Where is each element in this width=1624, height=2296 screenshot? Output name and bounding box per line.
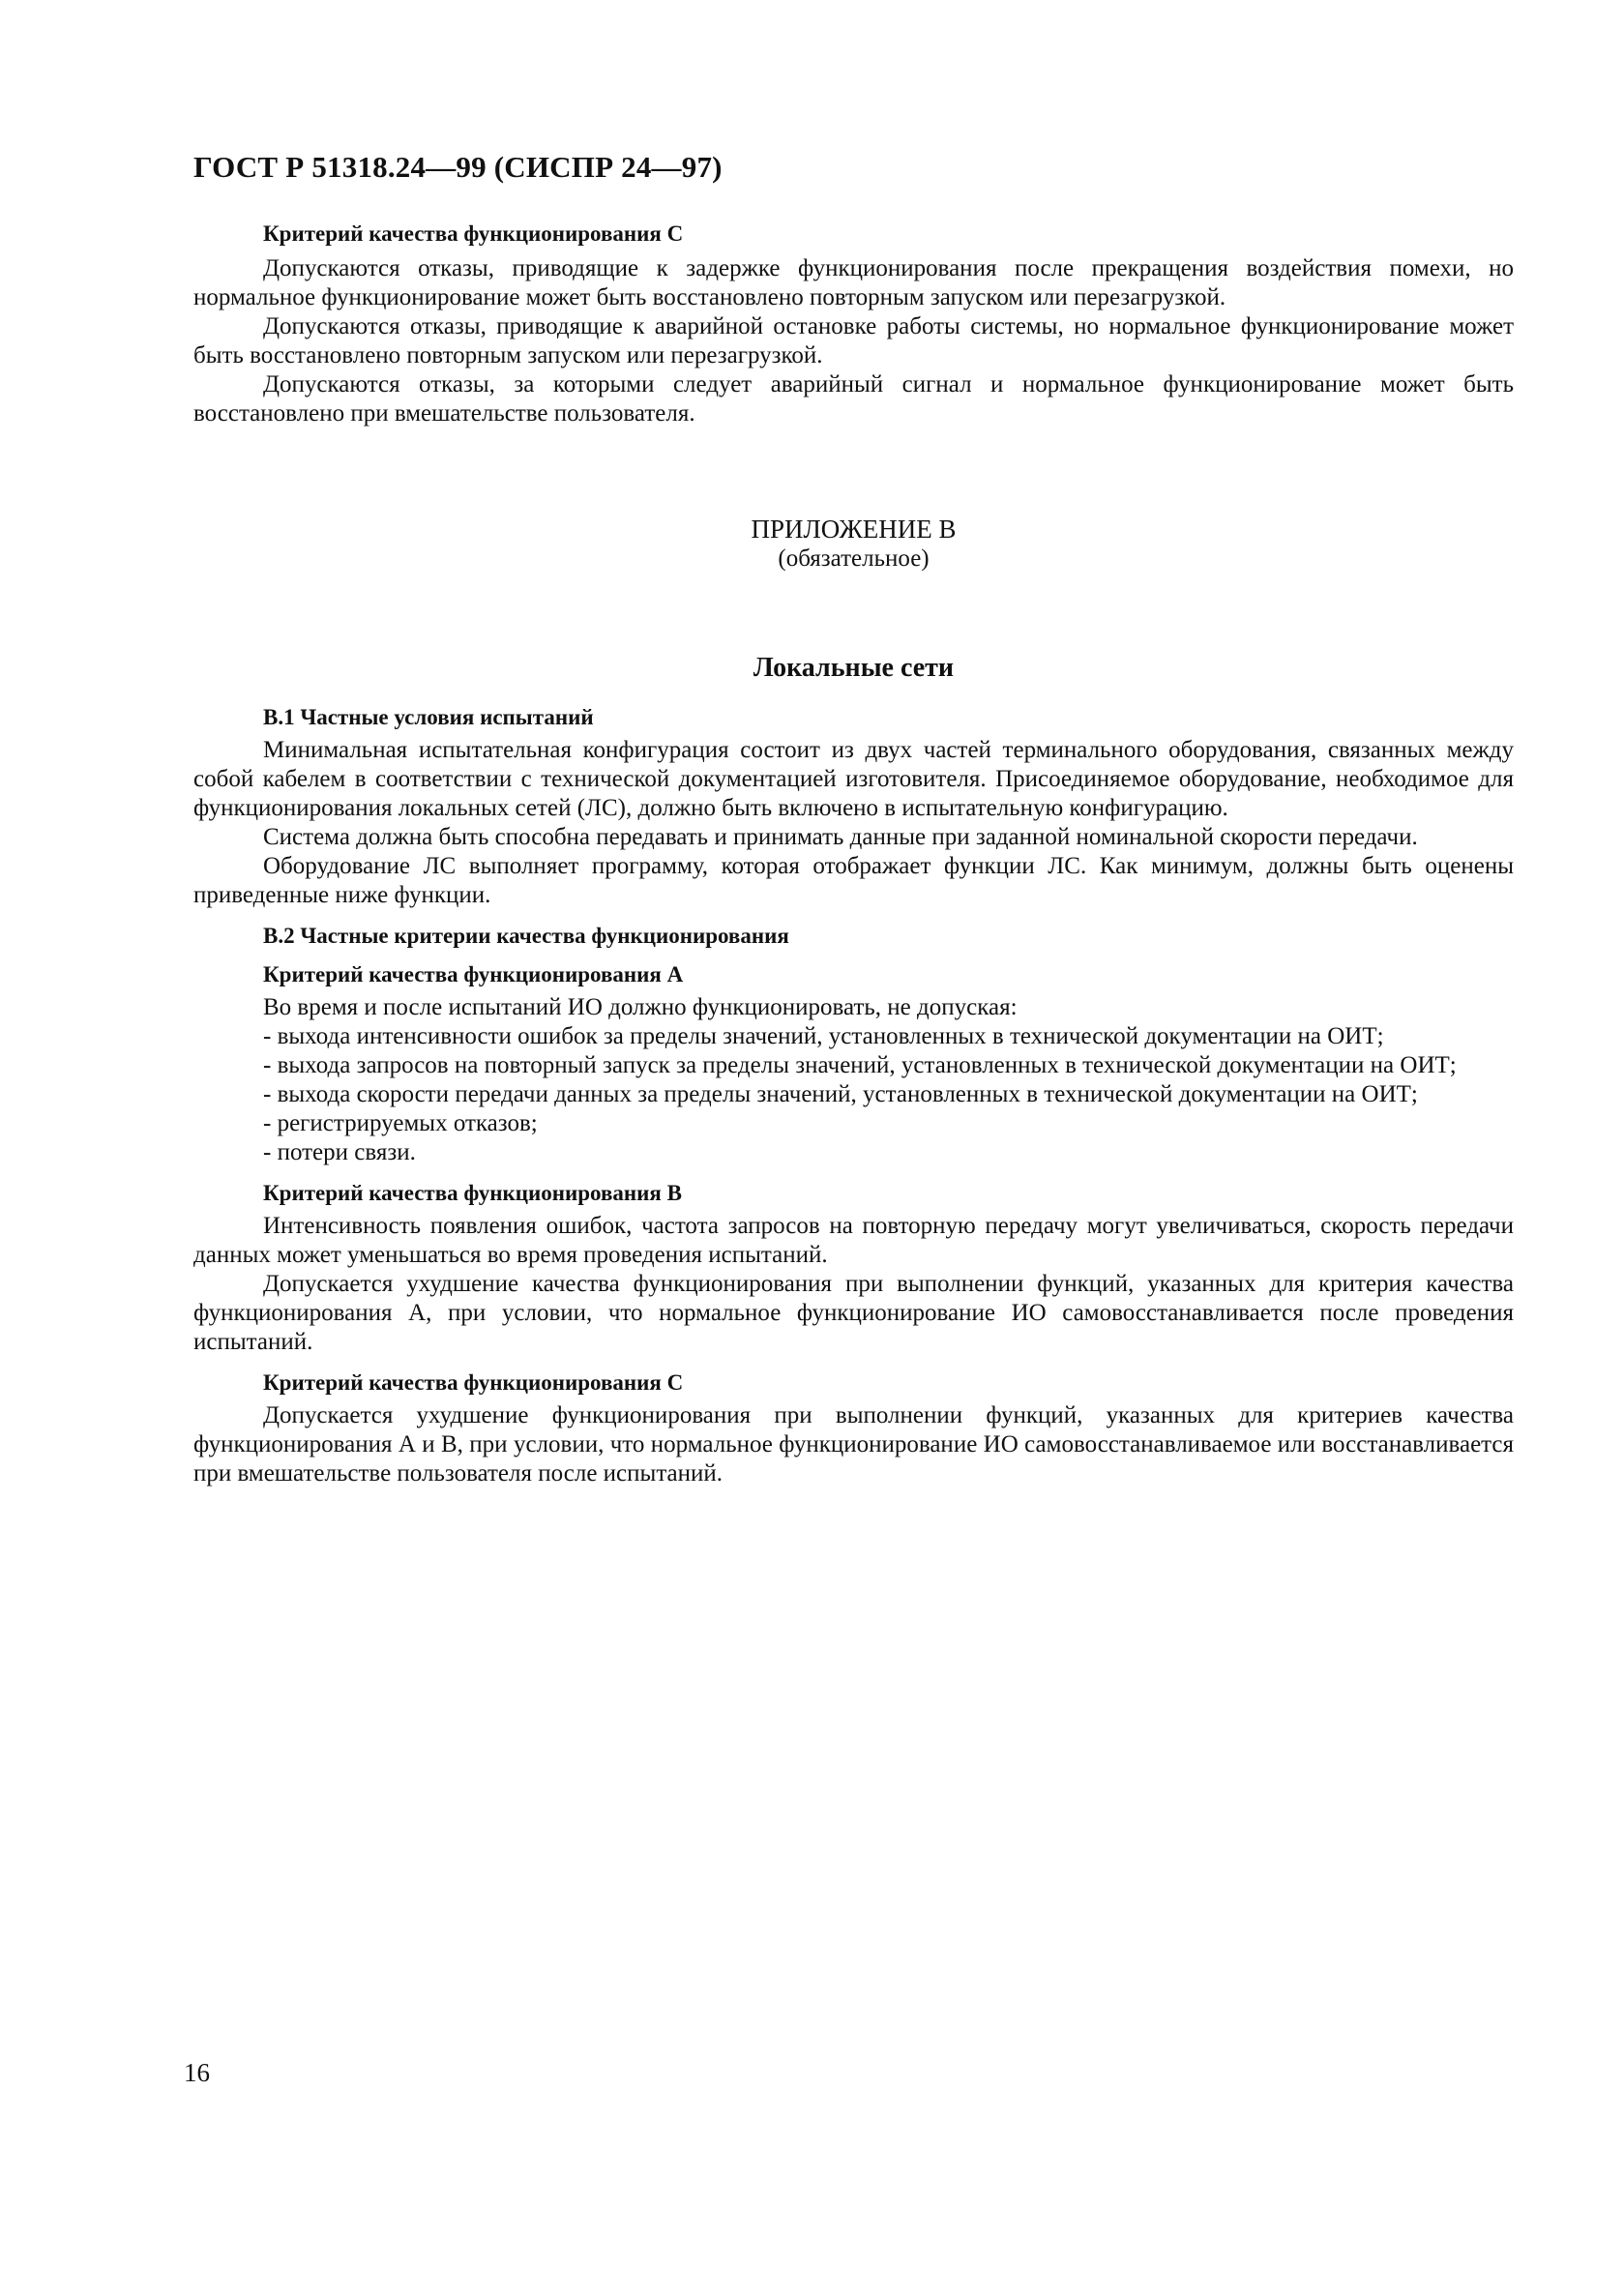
section-b2 — [193, 924, 1514, 1488]
section-title: Локальные сети — [753, 653, 955, 683]
list-item: - регистрируемых отказов; — [263, 1110, 538, 1136]
criterion-a-heading: Критерий качества функционирования А — [263, 962, 684, 986]
criterion-c-heading: Критерий качества функционирования С — [263, 1370, 684, 1395]
paragraph: Минимальная испытательная конфигурация состоит из двух частей терминального оборудования, связанных между собой кабелем в соответствии с технической документацией изготовителя. Присоединяемое оборудование, необходимое для функционирования локальных сетей (ЛС), должно быть включено в испытательную конфигурацию. — [193, 737, 1514, 821]
criterion-b-heading: Критерий качества функционирования В — [263, 1181, 682, 1205]
b1-heading: В.1 Частные условия испытаний — [263, 705, 594, 729]
appendix-heading — [193, 514, 1514, 574]
paragraph: Во время и после испытаний ИО должно функционировать, не допуская: — [263, 994, 1018, 1020]
paragraph: Допускаются отказы, приводящие к задержке функционирования после прекращения воздействия помехи, но нормальное функционирование может быть восстановлено повторным запуском или перезагрузкой. — [193, 255, 1514, 310]
list-item: - выхода интенсивности ошибок за пределы значений, установленных в технической документации на ОИТ; — [263, 1023, 1384, 1049]
criterion-c-top-heading: Критерий качества функционирования С — [263, 221, 684, 246]
paragraph: Допускается ухудшение функционирования при выполнении функций, указанных для критериев качества функционирования А и В, при условии, что нормальное функционирование ИО самовосстанавливаемое или восстанавливается при вмешательстве пользователя после испытаний. — [193, 1402, 1514, 1487]
paragraph: Интенсивность появления ошибок, частота запросов на повторную передачу могут увеличиваться, скорость передачи данных может уменьшаться во время проведения испытаний. — [193, 1213, 1514, 1268]
paragraph: Допускается ухудшение качества функционирования при выполнении функций, указанных для критерия качества функционирования А, при условии, что нормальное функционирование ИО самовосстанавливается после проведения испытаний. — [193, 1271, 1514, 1355]
page-number: 16 — [184, 2058, 210, 2087]
appendix-note: (обязательное) — [778, 545, 930, 572]
appendix-title: ПРИЛОЖЕНИЕ В — [751, 515, 957, 544]
list-item: - выхода скорости передачи данных за пределы значений, установленных в технической документации на ОИТ; — [263, 1081, 1418, 1107]
b2-heading: В.2 Частные критерии качества функционирования — [263, 924, 789, 948]
paragraph: Система должна быть способна передавать и принимать данные при заданной номинальной скорости передачи. — [263, 824, 1418, 850]
criterion-c-top-block — [193, 221, 1514, 428]
paragraph: Допускаются отказы, приводящие к аварийной остановке работы системы, но нормальное функционирование может быть восстановлено повторным запуском или перезагрузкой. — [193, 313, 1514, 368]
paragraph: Допускаются отказы, за которыми следует аварийный сигнал и нормальное функционирование может быть восстановлено при вмешательстве пользователя. — [193, 371, 1514, 427]
criterion-b-block — [193, 1181, 1514, 1357]
list-item: - выхода запросов на повторный запуск за пределы значений, установленных в технической документации на ОИТ; — [263, 1052, 1457, 1078]
criterion-a-block — [193, 962, 1514, 1167]
section-b1 — [193, 705, 1514, 910]
document-page — [193, 150, 1514, 1488]
list-item: - потери связи. — [263, 1139, 416, 1165]
document-header: ГОСТ Р 51318.24—99 (СИСПР 24—97) — [193, 150, 723, 184]
criterion-c-block — [193, 1370, 1514, 1488]
paragraph: Оборудование ЛС выполняет программу, которая отображает функции ЛС. Как минимум, должны быть оценены приведенные ниже функции. — [193, 853, 1514, 908]
